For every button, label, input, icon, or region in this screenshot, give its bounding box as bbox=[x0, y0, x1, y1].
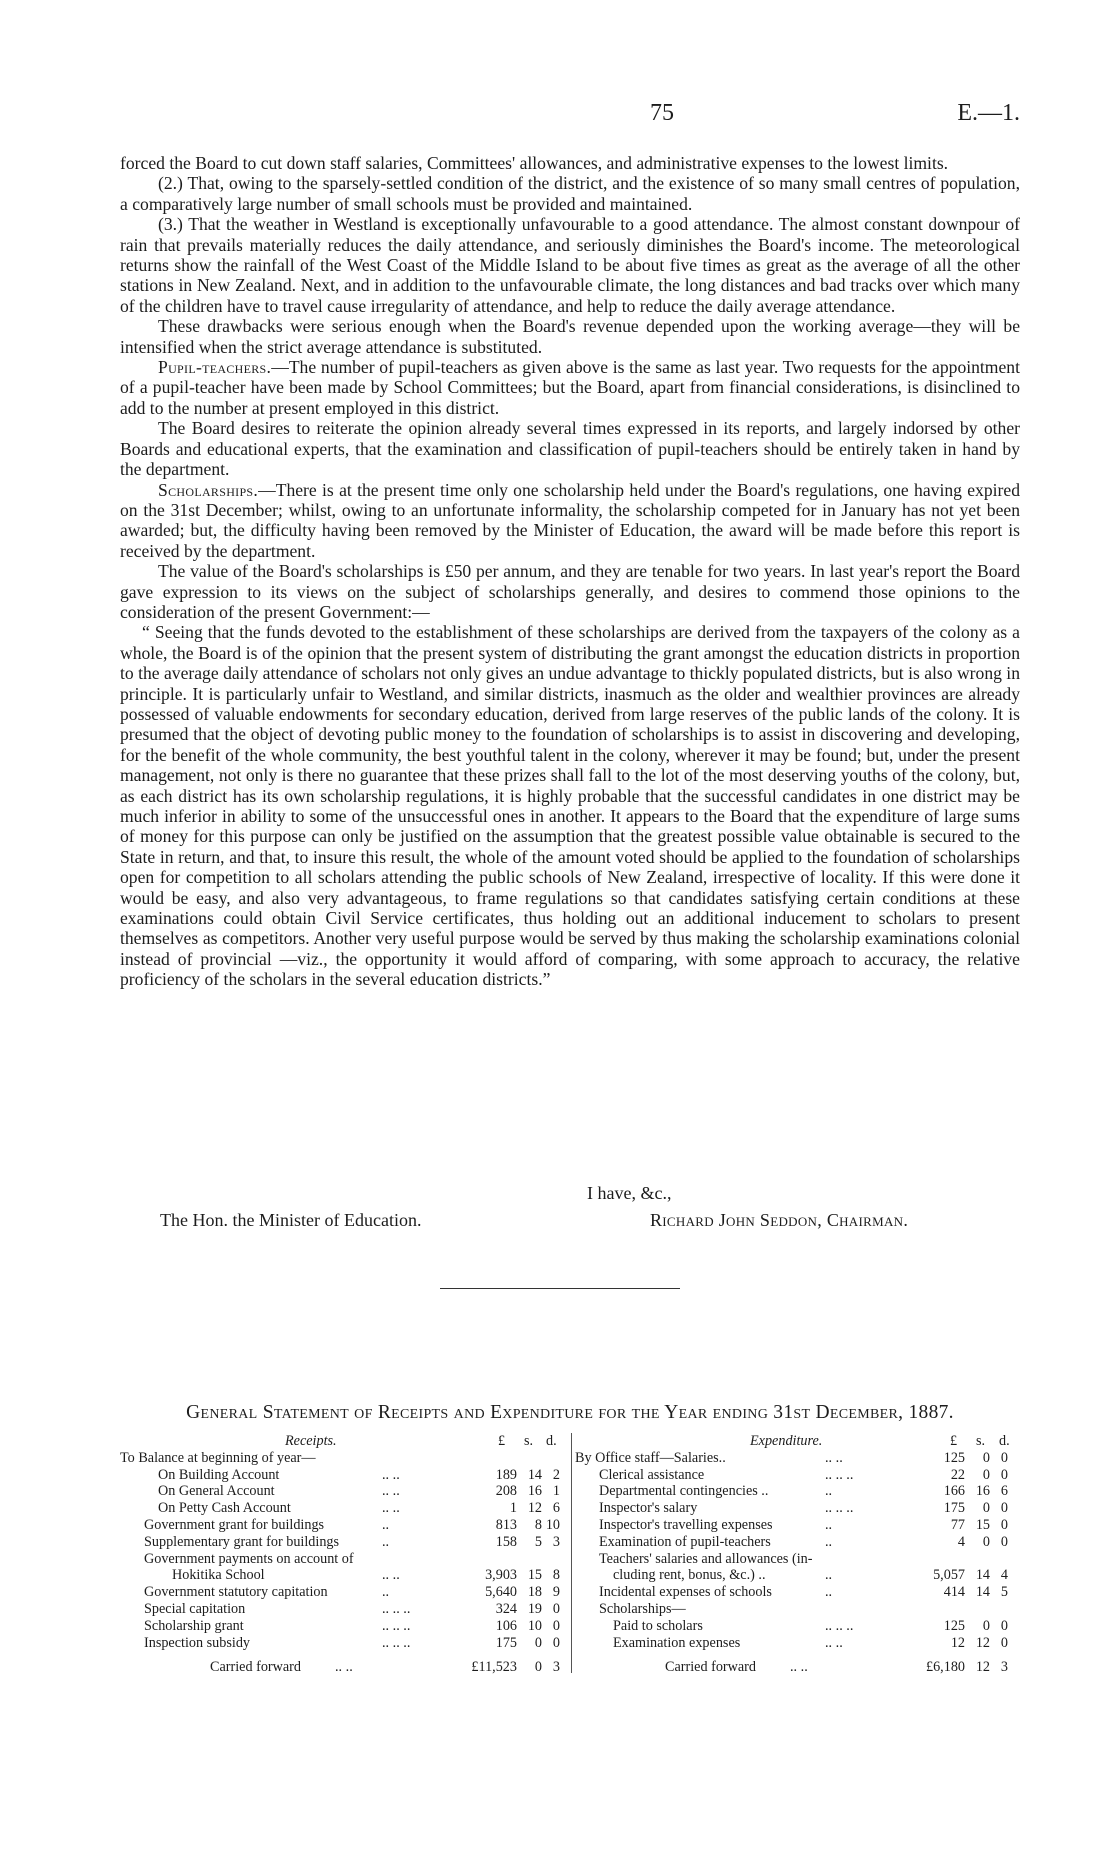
receipts-row bbox=[120, 1450, 570, 1467]
entry-label: Clerical assistance bbox=[599, 1466, 705, 1483]
amount-shillings: 15 bbox=[975, 1516, 990, 1533]
amount-pounds: 813 bbox=[495, 1516, 517, 1533]
expenditure-row bbox=[575, 1601, 1020, 1618]
pence-unit: d. bbox=[546, 1433, 557, 1449]
paragraph-pupil-teachers-text: —The number of pupil-teachers as given above is the same as last year. Two requests for the appointment of a pupil-teacher have been made by School Committees; but the Board, apart from financial considerations, is disinclined to add to the number at present employed in this district. bbox=[120, 357, 1020, 418]
amount-pounds: 125 bbox=[943, 1449, 965, 1466]
amount-pence: 3 bbox=[552, 1533, 560, 1550]
expenditure-row bbox=[575, 1517, 1020, 1534]
amount-pounds: 12 bbox=[950, 1634, 965, 1651]
amount-shillings: 12 bbox=[975, 1634, 990, 1651]
receipts-row bbox=[120, 1483, 570, 1500]
page-header bbox=[120, 100, 1020, 132]
paragraph-continued: forced the Board to cut down staff salaries, Committees' allowances, and administrative expenses to the lowest limits. bbox=[120, 153, 949, 173]
amount-pence: 1 bbox=[552, 1483, 560, 1500]
page-number: 75 bbox=[650, 100, 674, 126]
amount-shillings: 8 bbox=[534, 1516, 542, 1533]
amount-pounds: 3,903 bbox=[485, 1567, 517, 1584]
leader-dots: .. .. .. bbox=[382, 1617, 411, 1634]
leader-dots: .. .. bbox=[790, 1659, 808, 1676]
amount-pounds: 77 bbox=[950, 1516, 965, 1533]
section-heading-scholarships: Scholarships. bbox=[158, 479, 259, 500]
entry-label: Supplementary grant for buildings bbox=[144, 1533, 340, 1550]
pounds-unit: £ bbox=[498, 1433, 506, 1449]
leader-dots: .. .. .. bbox=[825, 1466, 854, 1483]
amount-pounds: 4 bbox=[957, 1533, 965, 1550]
receipts-row bbox=[120, 1517, 570, 1534]
entry-label: cluding rent, bonus, &c.) .. bbox=[613, 1567, 766, 1584]
amount-pence: 0 bbox=[552, 1617, 560, 1634]
amount-shillings: 14 bbox=[975, 1567, 990, 1584]
amount-pounds: 1 bbox=[509, 1500, 517, 1517]
signature: Richard John Seddon, Chairman. bbox=[650, 1210, 909, 1230]
amount-pence: 6 bbox=[1000, 1483, 1008, 1500]
entry-label: Examination expenses bbox=[613, 1634, 741, 1651]
amount-pounds: £11,523 bbox=[471, 1659, 517, 1676]
ledger-table bbox=[120, 1433, 1020, 1676]
paragraph-scholarships-text: —There is at the present time only one scholarship held under the Board's regulations, one having expired on the 31st December; whilst, owing to an unfortunate informality, the scholarship competed for in January has not yet been awarded; but, the difficulty having been removed by the Minister of Education, the award will be made before this report is received by the department. bbox=[120, 479, 1020, 561]
amount-shillings: 5 bbox=[534, 1533, 542, 1550]
leader-dots: .. .. bbox=[335, 1659, 353, 1676]
amount-pounds: 189 bbox=[495, 1466, 517, 1483]
amount-shillings: 19 bbox=[527, 1600, 542, 1617]
amount-shillings: 12 bbox=[527, 1500, 542, 1517]
amount-pence: 3 bbox=[552, 1659, 560, 1676]
entry-label: Teachers' salaries and allowances (in- bbox=[599, 1550, 813, 1567]
entry-label: Inspection subsidy bbox=[144, 1634, 251, 1651]
addressee: The Hon. the Minister of Education. bbox=[160, 1210, 422, 1230]
amount-pounds: 166 bbox=[943, 1483, 965, 1500]
amount-shillings: 0 bbox=[982, 1449, 990, 1466]
amount-pence: 0 bbox=[1000, 1634, 1008, 1651]
amount-pounds: 5,057 bbox=[933, 1567, 965, 1584]
amount-pence: 6 bbox=[552, 1500, 560, 1517]
pounds-unit: £ bbox=[950, 1433, 958, 1449]
amount-pounds: 414 bbox=[943, 1584, 965, 1601]
leader-dots: .. .. bbox=[825, 1449, 843, 1466]
amount-pence: 9 bbox=[552, 1584, 560, 1601]
amount-shillings: 0 bbox=[534, 1634, 542, 1651]
amount-shillings: 14 bbox=[527, 1466, 542, 1483]
expenditure-row bbox=[575, 1483, 1020, 1500]
leader-dots: .. bbox=[825, 1533, 833, 1550]
amount-pence: 0 bbox=[1000, 1533, 1008, 1550]
receipts-row bbox=[120, 1635, 570, 1652]
leader-dots: .. .. bbox=[825, 1634, 843, 1651]
amount-pence: 4 bbox=[1000, 1567, 1008, 1584]
receipts-row bbox=[120, 1467, 570, 1484]
expenditure-row bbox=[575, 1534, 1020, 1551]
receipts-column bbox=[120, 1433, 570, 1676]
report-body bbox=[120, 153, 1020, 990]
entry-label: Carried forward bbox=[665, 1659, 756, 1676]
amount-shillings: 15 bbox=[527, 1567, 542, 1584]
entry-label: Paid to scholars bbox=[613, 1617, 703, 1634]
amount-pence: 5 bbox=[1000, 1584, 1008, 1601]
amount-shillings: 18 bbox=[527, 1584, 542, 1601]
receipts-row bbox=[120, 1551, 570, 1568]
quoted-opinion: “ Seeing that the funds devoted to the establishment of these scholarships are derived from the taxpayers of the colony as a whole, the Board is of the opinion that the present system of distributing the grant amongst the education districts in proportion to the average daily attendance of scholars not only gives an undue advantage to thickly populated districts, but is also wrong in principle. It is particularly unfair to Westland, and similar districts, inasmuch as the older and wealthier provinces are already possessed of valuable endowments for secondary education, derived from large reserves of the public lands of the colony. It is presumed that the object of devoting public money to the foundation of scholarships is to assist in discovering and developing, for the benefit of the whole community, the best youthful talent in the colony, wherever it may be found; but, under the present management, not only is there no guarantee that these prizes shall fall to the lot of the most deserving youths of the colony, but, as each district has its own scholarship regulations, it is highly probable that the successful candidates in one district may be much inferior in ability to some of the unsuccessful ones in another. It appears to the Board that the expenditure of large sums of money for this purpose can only be justified on the assumption that the greatest possible value obtainable is secured to the State in return, and that, to insure this result, the whole of the amount voted should be applied to the foundation of scholarships open for competition to all scholars attending the public schools of New Zealand, irrespective of locality. If this were done it would be easy, and also very advantageous, to frame regulations so that candidates satisfying certain conditions at these examinations could obtain Civil Service certificates, thus holding out an additional inducement to scholars to present themselves as competitors. Another very useful purpose would be served by thus making the scholarship examinations colonial instead of provincial —viz., the opportunity it would afford of comparing, with some approach to accuracy, the relative proficiency of the scholars in the several education districts.” bbox=[120, 622, 1020, 990]
expenditure-row bbox=[575, 1584, 1020, 1601]
amount-pounds: £6,180 bbox=[925, 1659, 965, 1676]
leader-dots: .. .. bbox=[382, 1466, 400, 1483]
paragraph-scholarship-value: The value of the Board's scholarships is £50 per annum, and they are tenable for two years. In last year's report the Board gave expression to its views on the subject of scholarships generally, and desires to commend those opinions to the consideration of the present Government:— bbox=[120, 561, 1020, 622]
paragraph-weather: (3.) That the weather in Westland is exceptionally unfavourable to a good attendance. The almost constant downpour of rain that prevails materially reduces the daily attendance, and seriously diminishes the Board's income. The meteorological returns show the rainfall of the West Coast of the Middle Island to be about five times as great as the average of all the other stations in New Zealand. Next, and in addition to the unfavourable climate, the long distances and bad tracks over which many of the children have to travel cause irregularity of attendance, and help to reduce the daily average attendance. bbox=[120, 214, 1020, 316]
amount-shillings: 16 bbox=[975, 1483, 990, 1500]
entry-label: Incidental expenses of schools bbox=[599, 1584, 772, 1601]
entry-label: Government payments on account of bbox=[144, 1550, 354, 1567]
entry-label: To Balance at beginning of year— bbox=[120, 1449, 316, 1466]
paragraph-examination-opinion: The Board desires to reiterate the opinion already several times expressed in its reports, and largely indorsed by other Boards and educational experts, that the examination and classification of pupil-teachers should be entirely taken in hand by the department. bbox=[120, 418, 1020, 480]
leader-dots: .. .. bbox=[382, 1500, 400, 1517]
receipts-row bbox=[120, 1601, 570, 1618]
leader-dots: .. bbox=[382, 1584, 390, 1601]
closing-salutation: I have, &c., bbox=[587, 1183, 672, 1203]
receipts-row bbox=[120, 1584, 570, 1601]
leader-dots: .. bbox=[825, 1483, 833, 1500]
leader-dots: .. bbox=[825, 1516, 833, 1533]
amount-pence: 0 bbox=[1000, 1516, 1008, 1533]
leader-dots: .. .. bbox=[382, 1567, 400, 1584]
amount-pence: 2 bbox=[552, 1466, 560, 1483]
amount-pounds: 125 bbox=[943, 1617, 965, 1634]
expenditure-row bbox=[575, 1635, 1020, 1652]
letter-closing bbox=[120, 1183, 1020, 1233]
amount-pence: 0 bbox=[1000, 1466, 1008, 1483]
expenditure-header-row bbox=[575, 1433, 1020, 1450]
amount-pence: 3 bbox=[1000, 1659, 1008, 1676]
section-divider bbox=[440, 1288, 680, 1289]
amount-shillings: 10 bbox=[527, 1617, 542, 1634]
amount-pence: 0 bbox=[552, 1634, 560, 1651]
entry-label: Special capitation bbox=[144, 1600, 246, 1617]
expenditure-row bbox=[575, 1618, 1020, 1635]
amount-pence: 0 bbox=[552, 1600, 560, 1617]
expenditure-carried-forward-row bbox=[575, 1659, 1020, 1676]
amount-pounds: 175 bbox=[943, 1500, 965, 1517]
paragraph-pupil-teachers bbox=[120, 357, 1020, 418]
amount-shillings: 16 bbox=[527, 1483, 542, 1500]
amount-pounds: 324 bbox=[495, 1600, 517, 1617]
amount-pounds: 22 bbox=[950, 1466, 965, 1483]
pence-unit: d. bbox=[999, 1433, 1010, 1449]
receipts-row bbox=[120, 1567, 570, 1584]
entry-label: Government statutory capitation bbox=[144, 1584, 328, 1601]
amount-shillings: 0 bbox=[982, 1533, 990, 1550]
entry-label: Government grant for buildings bbox=[144, 1516, 325, 1533]
entry-label: Inspector's salary bbox=[599, 1500, 698, 1517]
leader-dots: .. .. bbox=[382, 1483, 400, 1500]
entry-label: Departmental contingencies .. bbox=[599, 1483, 769, 1500]
shillings-unit: s. bbox=[524, 1433, 534, 1449]
amount-shillings: 0 bbox=[534, 1659, 542, 1676]
receipts-row bbox=[120, 1534, 570, 1551]
entry-label: On Building Account bbox=[158, 1466, 280, 1483]
entry-label: Carried forward bbox=[210, 1659, 301, 1676]
entry-label: Inspector's travelling expenses bbox=[599, 1516, 773, 1533]
expenditure-row bbox=[575, 1551, 1020, 1568]
paragraph-drawbacks: These drawbacks were serious enough when the Board's revenue depended upon the working average—they will be intensified when the strict average attendance is substituted. bbox=[120, 316, 1020, 357]
amount-shillings: 0 bbox=[982, 1466, 990, 1483]
entry-label: Hokitika School bbox=[172, 1567, 265, 1584]
expenditure-row bbox=[575, 1450, 1020, 1467]
entry-label: Scholarships— bbox=[599, 1600, 686, 1617]
amount-pence: 0 bbox=[1000, 1449, 1008, 1466]
amount-pounds: 5,640 bbox=[485, 1584, 517, 1601]
amount-shillings: 0 bbox=[982, 1500, 990, 1517]
entry-label: Examination of pupil-teachers bbox=[599, 1533, 771, 1550]
leader-dots: .. bbox=[825, 1567, 833, 1584]
receipts-row bbox=[120, 1618, 570, 1635]
entry-label: On General Account bbox=[158, 1483, 275, 1500]
expenditure-row bbox=[575, 1567, 1020, 1584]
shillings-unit: s. bbox=[976, 1433, 986, 1449]
section-heading-pupil-teachers: Pupil-teachers. bbox=[158, 357, 272, 378]
amount-pence: 10 bbox=[545, 1516, 560, 1533]
leader-dots: .. .. .. bbox=[382, 1634, 411, 1651]
leader-dots: .. bbox=[825, 1584, 833, 1601]
amount-shillings: 12 bbox=[975, 1659, 990, 1676]
expenditure-row bbox=[575, 1467, 1020, 1484]
amount-pounds: 158 bbox=[495, 1533, 517, 1550]
paragraph-small-schools: (2.) That, owing to the sparsely-settled condition of the district, and the existence of so many small centres of population, a comparatively large number of small schools must be provided and maintained. bbox=[120, 173, 1020, 214]
amount-pence: 8 bbox=[552, 1567, 560, 1584]
leader-dots: .. bbox=[382, 1533, 390, 1550]
receipts-heading: Receipts. bbox=[285, 1433, 337, 1449]
statement-title: General Statement of Receipts and Expenditure for the Year ending 31st December, 1887. bbox=[186, 1402, 954, 1423]
receipts-carried-forward-row bbox=[120, 1659, 570, 1676]
paragraph-scholarships bbox=[120, 480, 1020, 562]
document-reference: E.—1. bbox=[957, 100, 1020, 126]
entry-label: On Petty Cash Account bbox=[158, 1500, 291, 1517]
leader-dots: .. .. .. bbox=[825, 1617, 854, 1634]
expenditure-row bbox=[575, 1500, 1020, 1517]
receipts-header-row bbox=[120, 1433, 570, 1450]
amount-pounds: 208 bbox=[495, 1483, 517, 1500]
amount-pounds: 175 bbox=[495, 1634, 517, 1651]
entry-label: By Office staff—Salaries.. bbox=[575, 1449, 726, 1466]
expenditure-column bbox=[575, 1433, 1020, 1676]
leader-dots: .. .. .. bbox=[382, 1600, 411, 1617]
ledger-divider bbox=[571, 1433, 572, 1673]
receipts-row bbox=[120, 1500, 570, 1517]
amount-pounds: 106 bbox=[495, 1617, 517, 1634]
leader-dots: .. .. .. bbox=[825, 1500, 854, 1517]
entry-label: Scholarship grant bbox=[144, 1617, 244, 1634]
amount-shillings: 14 bbox=[975, 1584, 990, 1601]
amount-pence: 0 bbox=[1000, 1500, 1008, 1517]
expenditure-heading: Expenditure. bbox=[750, 1433, 823, 1449]
leader-dots: .. bbox=[382, 1516, 390, 1533]
amount-pence: 0 bbox=[1000, 1617, 1008, 1634]
amount-shillings: 0 bbox=[982, 1617, 990, 1634]
